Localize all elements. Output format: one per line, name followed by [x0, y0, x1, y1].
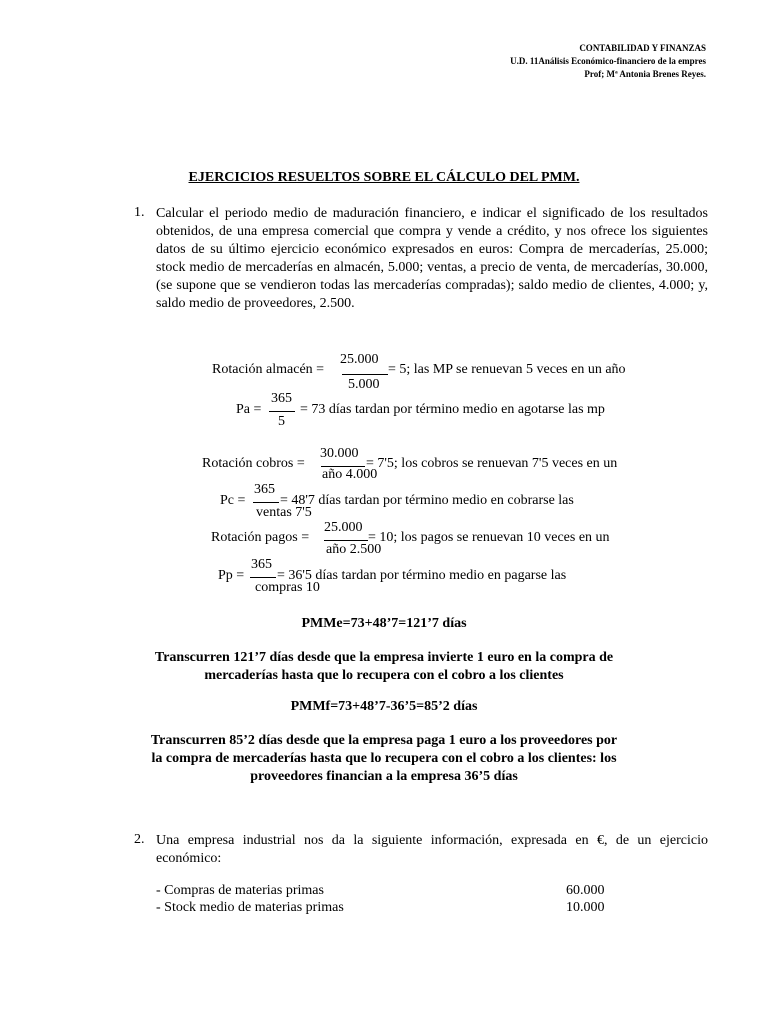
rot-cobros-denominator: año 4.000: [322, 467, 378, 482]
rot-pagos-numerator: 25.000: [324, 520, 363, 535]
ex2-item-value: 10.000: [566, 900, 605, 915]
header-teacher: Prof; Mª Antonia Brenes Reyes.: [584, 69, 706, 79]
pp-fraction-bar: [250, 577, 276, 578]
pa-denominator: 5: [278, 414, 285, 429]
pa-fraction-bar: [269, 411, 295, 412]
rot-almacen-numerator: 25.000: [340, 352, 379, 367]
rot-cobros-numerator: 30.000: [320, 446, 359, 461]
exercise-2-number: 2.: [134, 832, 145, 847]
pc-fraction-bar: [253, 502, 279, 503]
rot-pagos-result: = 10; los pagos se renuevan 10 veces en un: [368, 530, 610, 545]
pmmf-explanation: Transcurren 85’2 días desde que la empresa paga 1 euro a los proveedores por la compra de mercaderías hasta que lo recupera con el cobro a los clientes: los proveedores financian a la empresa 36’5 días: [150, 733, 618, 784]
pmme-explanation: Transcurren 121’7 días desde que la empresa invierte 1 euro en la compra de mercaderías hasta que lo recupera con el cobro a los clientes: [154, 650, 614, 683]
exercise-1-number: 1.: [134, 205, 145, 220]
ex2-item-label: - Compras de materias primas: [156, 883, 324, 898]
pmmf-formula: PMMf=73+48’7-36’5=85’2 días: [290, 699, 478, 714]
pmme-formula: PMMe=73+48’7=121’7 días: [301, 616, 467, 631]
pa-label: Pa =: [236, 402, 262, 417]
page-header: [510, 42, 706, 81]
pp-result: = 36'5 días tardan por término medio en pagarse las: [277, 568, 567, 583]
rot-almacen-label: Rotación almacén =: [212, 362, 325, 377]
rot-cobros-label: Rotación cobros =: [202, 456, 305, 471]
rot-almacen-result: = 5; las MP se renuevan 5 veces en un año: [388, 362, 626, 377]
rot-almacen-fraction-bar: [342, 374, 388, 375]
exercise-2-statement: Una empresa industrial nos da la siguiente información, expresada en €, de un ejercicio económico:: [156, 833, 708, 866]
exercise-1-statement: Calcular el periodo medio de maduración financiero, e indicar el significado de los resultados obtenidos, de una empresa comercial que compra y vende a crédito, y nos ofrece los siguientes datos de su último ejercicio económico expresados en euros: Compra de mercaderías, 25.000; stock medio de mercaderías en almacén, 5.000; ventas, a precio de venta, de mercaderías, 30.000, (se supone que se vendieron todas las mercaderías compradas); saldo medio de clientes, 4.000; y, saldo medio de proveedores, 2.500.: [156, 206, 708, 311]
pc-result: = 48'7 días tardan por término medio en cobrarse las: [280, 493, 574, 508]
pc-label: Pc =: [220, 493, 246, 508]
pa-result: = 73 días tardan por término medio en agotarse las mp: [300, 402, 605, 417]
rot-pagos-label: Rotación pagos =: [211, 530, 310, 545]
rot-pagos-fraction-bar: [324, 540, 368, 541]
pc-numerator: 365: [254, 482, 275, 497]
pp-label: Pp =: [218, 568, 245, 583]
pp-numerator: 365: [251, 557, 272, 572]
pp-denominator: compras 10: [255, 580, 320, 595]
ex2-item-value: 60.000: [566, 883, 605, 898]
header-course: CONTABILIDAD Y FINANZAS: [579, 43, 706, 53]
ex2-item-label: - Stock medio de materias primas: [156, 900, 344, 915]
rot-pagos-denominator: año 2.500: [326, 542, 382, 557]
rot-almacen-denominator: 5.000: [348, 377, 380, 392]
document-title: EJERCICIOS RESUELTOS SOBRE EL CÁLCULO DEL PMM.: [188, 170, 580, 185]
header-unit: U.D. 11Análisis Económico-financiero de la empres: [510, 56, 706, 66]
rot-cobros-result: = 7'5; los cobros se renuevan 7'5 veces en un: [366, 456, 618, 471]
pa-numerator: 365: [271, 391, 292, 406]
pc-denominator: ventas 7'5: [256, 505, 312, 520]
